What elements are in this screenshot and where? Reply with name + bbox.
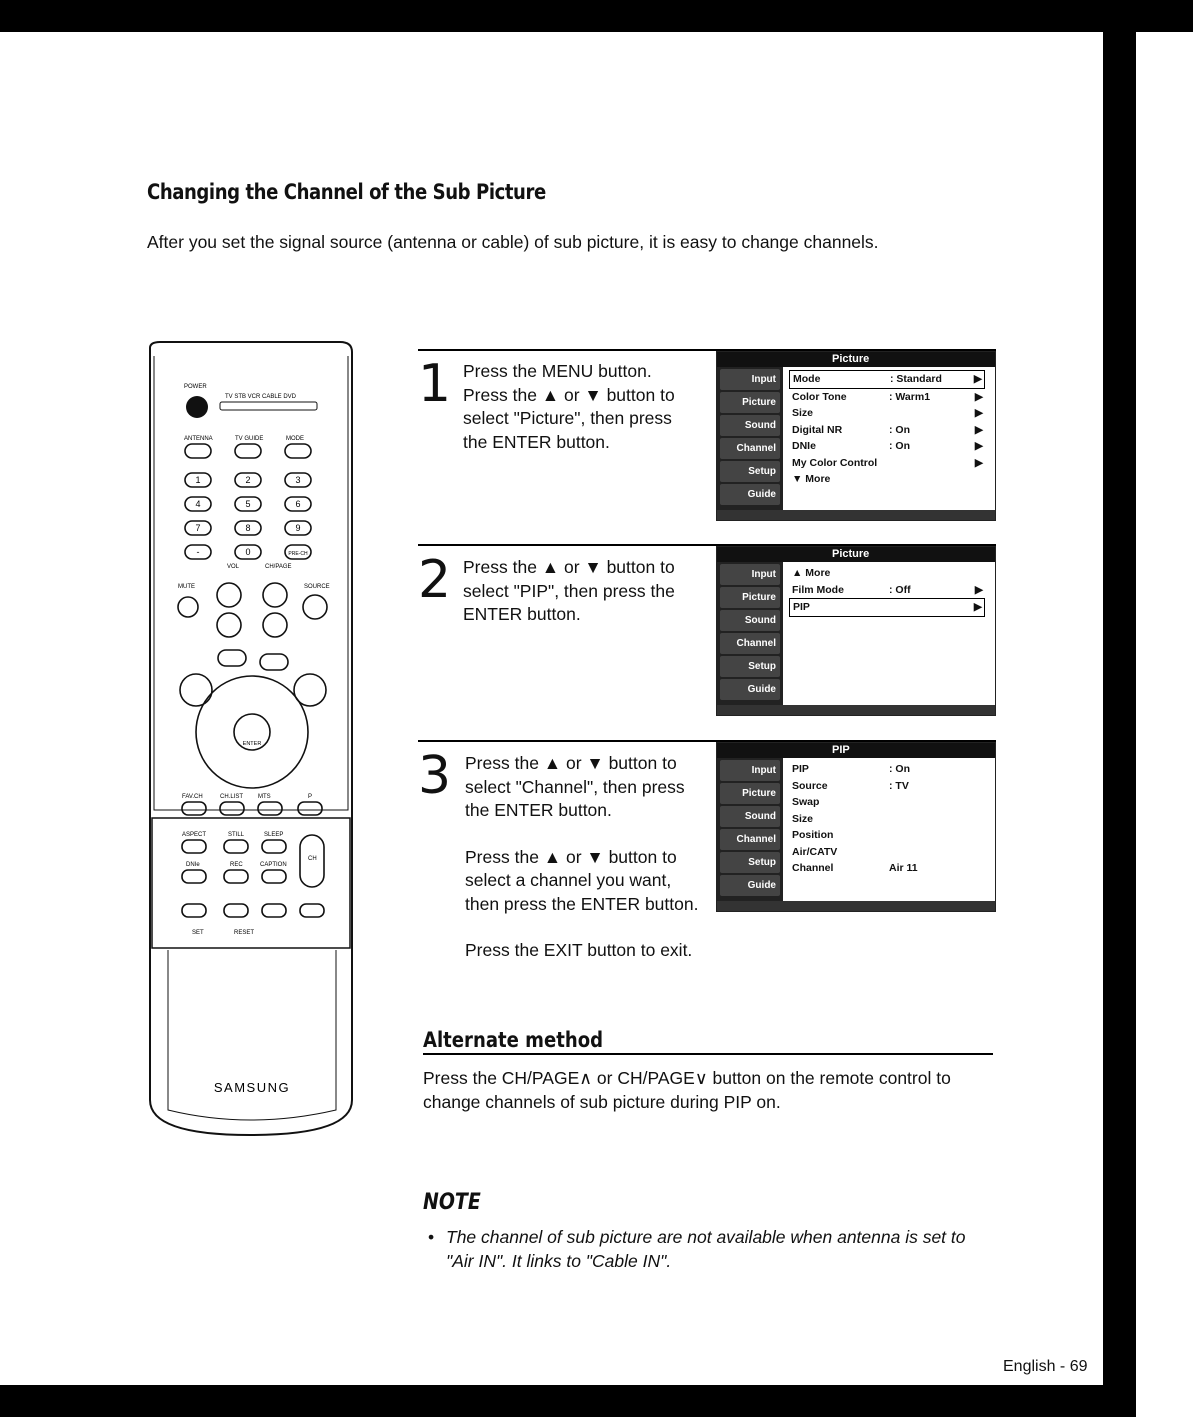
- osd-menu-row: Swap: [792, 796, 820, 808]
- vol-label: VOL: [227, 564, 240, 570]
- keypad-digit: 2: [245, 475, 251, 485]
- set-label: SET: [192, 930, 204, 936]
- osd-side-item: Sound: [720, 415, 780, 436]
- osd-side-item: Setup: [720, 656, 780, 677]
- keypad-digit: 9: [295, 523, 301, 533]
- tvguide-label: TV GUIDE: [235, 436, 264, 442]
- keypad-digit: 7: [195, 523, 201, 533]
- step2-text: Press the ▲ or ▼ button to select "PIP", then press the ENTER button.: [463, 557, 675, 624]
- step2-osd-screen: Picture Input Picture Sound Channel Setup Guide ▲ More Film Mode : Off ▶ PIP ▶: [716, 546, 996, 716]
- osd-side-item: Input: [720, 760, 780, 781]
- still-label: STILL: [228, 832, 245, 838]
- dnie-label: DNIe: [186, 862, 200, 868]
- osd-side-item: Picture: [720, 392, 780, 413]
- samsung-logo: SAMSUNG: [213, 1080, 291, 1095]
- reset-label: RESET: [234, 930, 255, 936]
- osd-menu-row: Position: [792, 829, 834, 841]
- remote-control-illustration: [140, 340, 360, 1140]
- keypad-digit: -: [196, 547, 200, 557]
- aspect-label: ASPECT: [182, 832, 207, 838]
- bottom-black-bar: [0, 1385, 1136, 1417]
- keypad-digit: 3: [295, 475, 301, 485]
- step3-osd-screen: PIP Input Picture Sound Channel Setup Guide PIP : On Source : TV Swap Size Position Air/CATV Channel Air 11: [716, 742, 996, 912]
- note-text: • The channel of sub picture are not available when antenna is set to "Air IN". It links to "Cable IN".: [428, 1227, 966, 1271]
- osd-side-item: Sound: [720, 610, 780, 631]
- keypad-digit: PRE-CH: [288, 551, 308, 557]
- chlist-label: CH.LIST: [220, 794, 244, 800]
- ch-label: CH: [308, 856, 317, 862]
- osd-side-item: Input: [720, 369, 780, 390]
- intro-text: After you set the signal source (antenna or cable) of sub picture, it is easy to change channels.: [147, 232, 879, 252]
- p-label: P: [308, 794, 313, 800]
- osd-menu-row: Digital NR : On ▶: [792, 423, 983, 436]
- osd-side-item: Setup: [720, 852, 780, 873]
- osd-menu-row: My Color Control ▶: [792, 456, 983, 469]
- page-number: English - 69: [1003, 1358, 1088, 1375]
- osd-menu-row: Source : TV: [792, 779, 909, 792]
- antenna-label: ANTENNA: [184, 436, 213, 442]
- step1-osd-screen: Picture Input Picture Sound Channel Setup Guide Mode : Standard ▶ Color Tone : Warm1 ▶ Size ▶ Digital NR : On ▶ DNIe : On ▶ My Color Control ▶ ▼ More: [716, 351, 996, 521]
- alternate-method-text: Press the CH/PAGE∧ or CH/PAGE∨ button on the remote control to change channels of sub picture during PIP on.: [423, 1068, 951, 1112]
- page-title: Changing the Channel of the Sub Picture: [147, 180, 546, 204]
- osd-side-item: Sound: [720, 806, 780, 827]
- keypad-digit: 6: [295, 499, 301, 509]
- osd-side-item: Guide: [720, 875, 780, 896]
- step3-number: 3: [418, 746, 452, 806]
- osd-side-item: Setup: [720, 461, 780, 482]
- note-heading: NOTE: [423, 1190, 481, 1215]
- mode-label: MODE: [286, 436, 304, 442]
- osd-side-item: Channel: [720, 633, 780, 654]
- keypad-digit: 1: [195, 475, 201, 485]
- osd-menu-row: Size: [792, 812, 814, 825]
- mute-label: MUTE: [178, 584, 195, 590]
- osd-menu-row: Mode : Standard ▶: [789, 370, 985, 389]
- keypad-digit: 5: [245, 499, 251, 509]
- keypad-digit: 4: [195, 499, 201, 509]
- top-black-bar: [0, 0, 1193, 32]
- mts-label: MTS: [258, 794, 271, 800]
- osd-menu-row: Air/CATV: [792, 845, 838, 858]
- sleep-label: SLEEP: [264, 832, 284, 838]
- osd-menu-row: Film Mode : Off ▶: [792, 583, 983, 596]
- favch-label: FAV.CH: [182, 794, 203, 800]
- step3-text: Press the ▲ or ▼ button to select "Channel", then press the ENTER button. Press the ▲ or ▼ button to select a channel you want, then press the ENTER button. Press the EXIT button to exit.: [465, 753, 699, 960]
- note-bullet: •: [428, 1227, 435, 1247]
- power-label: POWER: [184, 384, 207, 390]
- source-label: SOURCE: [304, 584, 330, 590]
- step1-number: 1: [418, 354, 452, 414]
- osd-side-item: Guide: [720, 679, 780, 700]
- osd-side-item: Guide: [720, 484, 780, 505]
- enter-label: ENTER: [242, 741, 262, 747]
- osd-menu-row: Channel Air 11: [792, 862, 918, 874]
- step1-text: Press the MENU button. Press the ▲ or ▼ button to select "Picture", then press the ENTER button.: [463, 361, 675, 452]
- source-modes-label: TV STB VCR CABLE DVD: [225, 394, 297, 400]
- caption-label: CAPTION: [260, 862, 287, 868]
- osd-menu-row: DNIe : On ▶: [792, 440, 983, 452]
- keypad-digit: 0: [245, 547, 251, 557]
- osd-menu-row: ▼ More: [792, 473, 831, 485]
- chpage-label: CH/PAGE: [265, 564, 292, 570]
- osd-menu-row: PIP ▶: [789, 598, 985, 617]
- osd-side-item: Input: [720, 564, 780, 585]
- osd-side-item: Picture: [720, 783, 780, 804]
- osd-menu-row: Color Tone : Warm1 ▶: [792, 390, 983, 403]
- alternate-method-heading: Alternate method: [423, 1028, 604, 1052]
- step2-number: 2: [418, 550, 452, 610]
- osd-side-item: Picture: [720, 587, 780, 608]
- keypad-digit: 8: [245, 523, 251, 533]
- rec-label: REC: [230, 862, 243, 868]
- osd-menu-row: PIP : On: [792, 763, 910, 775]
- power-button-icon: [186, 396, 208, 418]
- osd-menu-row: ▲ More: [792, 567, 831, 579]
- alternate-method-divider: [423, 1053, 993, 1055]
- osd-side-item: Channel: [720, 438, 780, 459]
- osd-menu-row: Size ▶: [792, 407, 983, 419]
- right-black-bar: [1103, 0, 1136, 1388]
- osd-side-item: Channel: [720, 829, 780, 850]
